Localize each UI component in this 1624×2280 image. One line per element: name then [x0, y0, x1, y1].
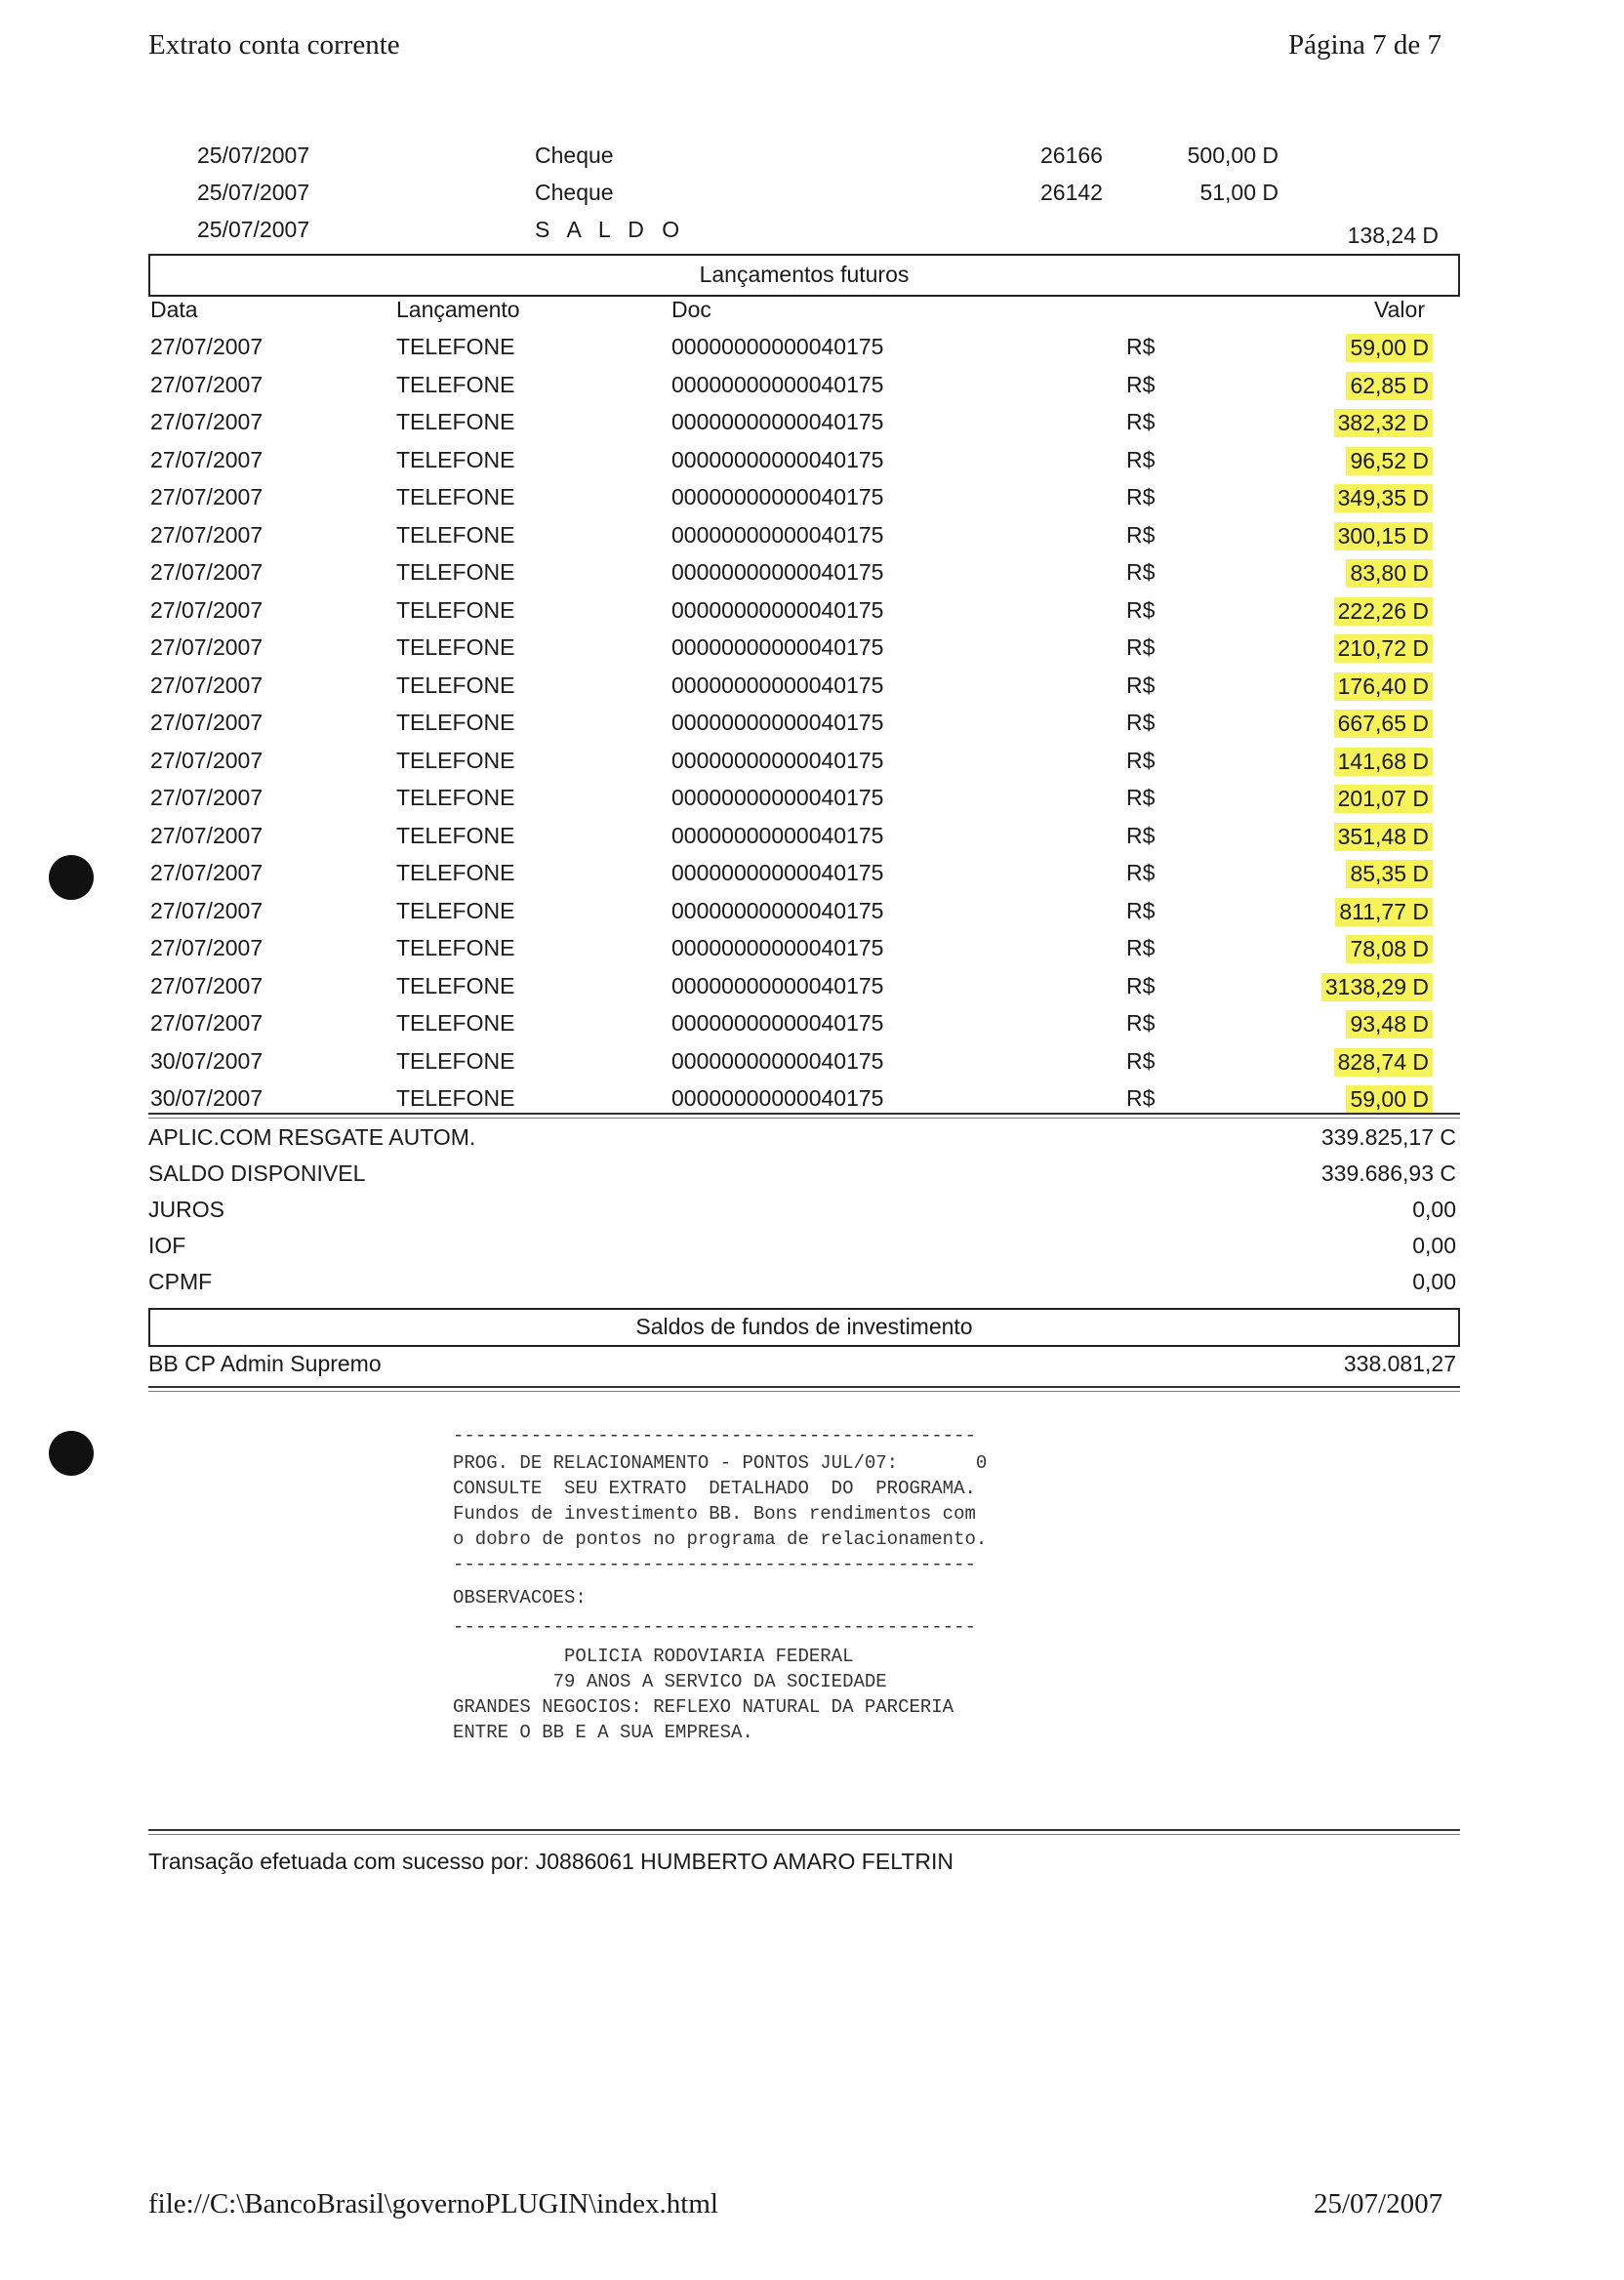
entry-value-highlighted: 210,72 D: [1334, 634, 1433, 663]
future-entry-row: [0, 860, 1624, 897]
entry-doc: 00000000000040175: [671, 672, 884, 698]
fund-row: [0, 1351, 1624, 1388]
future-entry-row: [0, 748, 1624, 785]
entry-doc: 00000000000040175: [671, 935, 884, 960]
entry-value-highlighted: 351,48 D: [1334, 823, 1433, 851]
future-entry-row: [0, 334, 1624, 371]
entry-currency: R$: [1126, 710, 1156, 735]
future-entry-row: [0, 559, 1624, 596]
row-date: 25/07/2007: [197, 142, 310, 168]
entry-doc: 00000000000040175: [671, 972, 884, 998]
entry-doc: 00000000000040175: [671, 521, 884, 548]
entry-doc: 00000000000040175: [671, 747, 884, 773]
entry-value-highlighted: 141,68 D: [1334, 748, 1433, 776]
entry-date: 27/07/2007: [150, 334, 264, 359]
row-value: 51,00 D: [1199, 180, 1279, 205]
observation-line: 79 ANOS A SERVICO DA SOCIEDADE: [453, 1671, 887, 1692]
observation-line: POLICIA RODOVIARIA FEDERAL: [453, 1646, 854, 1667]
future-entry-row: [0, 409, 1624, 446]
entry-lancamento: TELEFONE: [396, 521, 515, 548]
entry-doc: 00000000000040175: [671, 334, 884, 359]
fund-rule: [148, 1386, 1460, 1388]
entry-lancamento: TELEFONE: [396, 1047, 515, 1074]
summary-value: 0,00: [1412, 1269, 1456, 1294]
summary-row: [0, 1233, 1624, 1270]
entry-date: 27/07/2007: [150, 1010, 264, 1036]
row-value: 500,00 D: [1187, 142, 1279, 168]
future-entry-row: [0, 785, 1624, 822]
entry-value-highlighted: 62,85 D: [1346, 372, 1433, 400]
entry-value-highlighted: 222,26 D: [1334, 597, 1433, 626]
entry-date: 27/07/2007: [150, 559, 264, 585]
observation-line: ENTRE O BB E A SUA EMPRESA.: [453, 1722, 753, 1743]
summary-label: SALDO DISPONIVEL: [148, 1160, 366, 1186]
summary-row: [0, 1124, 1624, 1161]
header-date: Data: [150, 297, 198, 322]
entry-value-highlighted: 85,35 D: [1346, 860, 1433, 888]
entry-doc: 00000000000040175: [671, 634, 884, 660]
summary-label: APLIC.COM RESGATE AUTOM.: [148, 1124, 476, 1150]
entry-value-highlighted: 78,08 D: [1346, 935, 1433, 963]
message-line: CONSULTE SEU EXTRATO DETALHADO DO PROGRAMA.: [453, 1478, 976, 1499]
entry-doc: 00000000000040175: [671, 1047, 884, 1074]
table-end-rule-2: [148, 1118, 1460, 1119]
entry-doc: 00000000000040175: [671, 1010, 884, 1036]
entry-currency: R$: [1126, 1085, 1156, 1111]
entry-date: 27/07/2007: [150, 935, 264, 960]
entry-doc: 00000000000040175: [671, 785, 884, 810]
entry-value-highlighted: 176,40 D: [1334, 672, 1433, 701]
future-entry-row: [0, 823, 1624, 860]
entry-currency: R$: [1126, 672, 1156, 698]
summary-row: [0, 1160, 1624, 1198]
entry-currency: R$: [1126, 860, 1156, 885]
entry-date: 27/07/2007: [150, 785, 264, 810]
entry-date: 27/07/2007: [150, 596, 264, 623]
entry-doc: 00000000000040175: [671, 484, 884, 509]
future-section-header: [148, 254, 1460, 297]
entry-value-highlighted: 382,32 D: [1334, 409, 1433, 437]
observations-label: OBSERVACOES:: [453, 1587, 587, 1608]
summary-label: JUROS: [148, 1197, 224, 1222]
page-title: Extrato conta corrente: [148, 29, 400, 61]
entry-value-highlighted: 93,48 D: [1346, 1010, 1433, 1038]
fund-value: 338.081,27: [1343, 1351, 1456, 1376]
entry-value-highlighted: 828,74 D: [1334, 1048, 1433, 1077]
future-entry-row: [0, 973, 1624, 1010]
entry-lancamento: TELEFONE: [396, 446, 515, 472]
entry-value-highlighted: 201,07 D: [1334, 785, 1433, 813]
punch-hole-bottom: [49, 1431, 94, 1476]
entry-lancamento: TELEFONE: [396, 371, 515, 397]
entry-lancamento: TELEFONE: [396, 596, 515, 623]
entry-lancamento: TELEFONE: [396, 559, 515, 585]
entry-currency: R$: [1126, 935, 1156, 960]
future-table-header: [0, 297, 1624, 334]
entry-currency: R$: [1126, 785, 1156, 810]
entry-doc: 00000000000040175: [671, 596, 884, 623]
entry-currency: R$: [1126, 446, 1156, 472]
future-entry-row: [0, 1010, 1624, 1047]
entry-lancamento: TELEFONE: [396, 334, 515, 359]
transaction-rule: [148, 1829, 1460, 1831]
entry-currency: R$: [1126, 972, 1156, 998]
future-entry-row: [0, 672, 1624, 710]
header-value: Valor: [1374, 297, 1425, 322]
entry-lancamento: TELEFONE: [396, 972, 515, 998]
fund-rule-2: [148, 1391, 1460, 1392]
fund-name: BB CP Admin Supremo: [148, 1351, 382, 1376]
entry-date: 27/07/2007: [150, 710, 264, 735]
entry-date: 30/07/2007: [150, 1047, 264, 1074]
entry-lancamento: TELEFONE: [396, 822, 515, 848]
message-divider-obs: -----------------------------------------------: [453, 1616, 976, 1638]
entry-doc: 00000000000040175: [671, 710, 884, 735]
entry-value-highlighted: 349,35 D: [1334, 484, 1433, 512]
entry-lancamento: TELEFONE: [396, 484, 515, 509]
investments-section-header: [148, 1308, 1460, 1347]
entry-date: 27/07/2007: [150, 972, 264, 998]
statement-row: [0, 142, 1624, 180]
future-entry-row: [0, 484, 1624, 521]
entry-date: 27/07/2007: [150, 822, 264, 848]
transaction-rule-2: [148, 1834, 1460, 1835]
row-date: 25/07/2007: [197, 217, 310, 242]
entry-currency: R$: [1126, 747, 1156, 773]
entry-value-highlighted: 59,00 D: [1346, 1085, 1433, 1114]
future-entry-row: [0, 372, 1624, 409]
row-description: S A L D O: [535, 217, 686, 242]
entry-doc: 00000000000040175: [671, 409, 884, 434]
summary-value: 339.825,17 C: [1320, 1124, 1456, 1150]
entry-currency: R$: [1126, 559, 1156, 585]
entry-lancamento: TELEFONE: [396, 747, 515, 773]
future-section-title: Lançamentos futuros: [699, 262, 910, 287]
entry-lancamento: TELEFONE: [396, 710, 515, 735]
summary-label: IOF: [148, 1233, 186, 1258]
entry-currency: R$: [1126, 409, 1156, 434]
investments-section-title: Saldos de fundos de investimento: [635, 1314, 973, 1339]
message-divider-top: -----------------------------------------------: [453, 1425, 976, 1446]
entry-doc: 00000000000040175: [671, 559, 884, 585]
entry-currency: R$: [1126, 634, 1156, 660]
entry-date: 27/07/2007: [150, 860, 264, 885]
statement-row-balance: [0, 217, 1624, 254]
entry-currency: R$: [1126, 822, 1156, 848]
entry-date: 27/07/2007: [150, 446, 264, 472]
future-entry-row: [0, 1048, 1624, 1085]
entry-date: 27/07/2007: [150, 747, 264, 773]
footer-date: 25/07/2007: [1314, 2188, 1443, 2219]
future-entry-row: [0, 898, 1624, 935]
entry-date: 27/07/2007: [150, 672, 264, 698]
entry-value-highlighted: 811,77 D: [1335, 898, 1433, 926]
header-doc: Doc: [671, 297, 711, 322]
entry-currency: R$: [1126, 484, 1156, 509]
entry-date: 27/07/2007: [150, 484, 264, 509]
entry-doc: 00000000000040175: [671, 822, 884, 848]
row-description: Cheque: [535, 142, 614, 168]
entry-currency: R$: [1126, 371, 1156, 397]
entry-currency: R$: [1126, 897, 1156, 923]
entry-date: 27/07/2007: [150, 409, 264, 434]
message-divider-mid: -----------------------------------------------: [453, 1554, 976, 1575]
entry-doc: 00000000000040175: [671, 371, 884, 397]
row-doc: 26142: [1040, 180, 1103, 205]
transaction-status: Transação efetuada com sucesso por: J0886061 HUMBERTO AMARO FELTRIN: [148, 1849, 954, 1874]
entry-currency: R$: [1126, 596, 1156, 623]
future-entry-row: [0, 447, 1624, 484]
entry-lancamento: TELEFONE: [396, 672, 515, 698]
entry-lancamento: TELEFONE: [396, 409, 515, 434]
observation-line: GRANDES NEGOCIOS: REFLEXO NATURAL DA PARCERIA: [453, 1696, 954, 1718]
summary-value: 0,00: [1412, 1233, 1456, 1258]
entry-doc: 00000000000040175: [671, 860, 884, 885]
entry-value-highlighted: 3138,29 D: [1321, 973, 1433, 1001]
table-end-rule: [148, 1113, 1460, 1115]
entry-doc: 00000000000040175: [671, 897, 884, 923]
summary-row: [0, 1269, 1624, 1306]
entry-lancamento: TELEFONE: [396, 634, 515, 660]
header-lancamento: Lançamento: [396, 297, 520, 322]
entry-value-highlighted: 83,80 D: [1346, 559, 1433, 588]
entry-doc: 00000000000040175: [671, 446, 884, 472]
message-line: PROG. DE RELACIONAMENTO - PONTOS JUL/07: 0: [453, 1452, 988, 1474]
summary-row: [0, 1197, 1624, 1234]
entry-lancamento: TELEFONE: [396, 897, 515, 923]
entry-value-highlighted: 667,65 D: [1334, 710, 1433, 738]
entry-doc: 00000000000040175: [671, 1085, 884, 1111]
summary-value: 339.686,93 C: [1320, 1160, 1456, 1186]
row-doc: 26166: [1040, 142, 1103, 168]
page-number: Página 7 de 7: [1288, 29, 1442, 61]
entry-lancamento: TELEFONE: [396, 860, 515, 885]
entry-date: 27/07/2007: [150, 521, 264, 548]
future-entry-row: [0, 522, 1624, 559]
entry-date: 27/07/2007: [150, 897, 264, 923]
entry-value-highlighted: 96,52 D: [1346, 447, 1433, 475]
entry-currency: R$: [1126, 1010, 1156, 1036]
entry-currency: R$: [1126, 1047, 1156, 1074]
entry-currency: R$: [1126, 334, 1156, 359]
entry-currency: R$: [1126, 521, 1156, 548]
row-balance: 138,24 D: [1347, 223, 1439, 248]
entry-date: 30/07/2007: [150, 1085, 264, 1111]
footer-path: file://C:\BancoBrasil\governoPLUGIN\index.html: [148, 2188, 718, 2219]
future-entry-row: [0, 710, 1624, 747]
message-line: o dobro de pontos no programa de relacionamento.: [453, 1528, 988, 1550]
entry-lancamento: TELEFONE: [396, 935, 515, 960]
entry-lancamento: TELEFONE: [396, 785, 515, 810]
future-entry-row: [0, 634, 1624, 672]
future-entry-row: [0, 935, 1624, 972]
entry-value-highlighted: 300,15 D: [1334, 522, 1433, 550]
entry-date: 27/07/2007: [150, 371, 264, 397]
entry-lancamento: TELEFONE: [396, 1010, 515, 1036]
entry-value-highlighted: 59,00 D: [1346, 334, 1433, 362]
summary-value: 0,00: [1412, 1197, 1456, 1222]
row-date: 25/07/2007: [197, 180, 310, 205]
entry-lancamento: TELEFONE: [396, 1085, 515, 1111]
message-line: Fundos de investimento BB. Bons rendimentos com: [453, 1503, 976, 1525]
summary-label: CPMF: [148, 1269, 213, 1294]
statement-row: [0, 180, 1624, 217]
row-description: Cheque: [535, 180, 614, 205]
future-entry-row: [0, 597, 1624, 634]
entry-date: 27/07/2007: [150, 634, 264, 660]
